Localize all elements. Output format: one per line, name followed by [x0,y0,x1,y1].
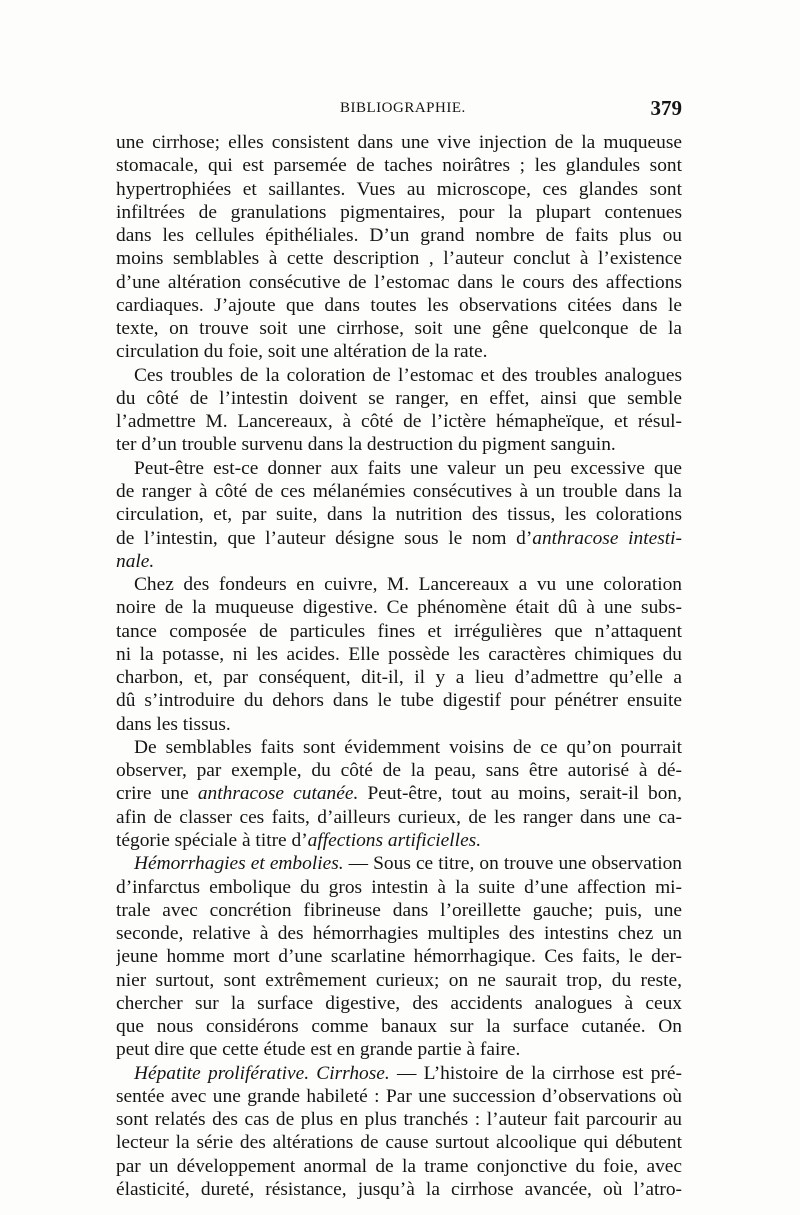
text-run: Ces troubles de la coloration de l’estomac et des troubles analogues [134,364,682,386]
text-run: dû s’introduire du dehors dans le tube digestif pour pénétrer ensuite [116,690,682,712]
text-line [116,620,682,643]
text-run: lecteur la série des altérations de cause surtout alcoolique qui débutent [116,1132,682,1154]
text-line [116,713,682,736]
text-line [116,1131,682,1154]
text-run: chercher sur la surface digestive, des accidents analogues à ceux [116,992,682,1014]
text-run: l’admettre M. Lancereaux, à côté de l’ictère hémapheïque, et résul- [116,411,682,433]
running-title: BIBLIOGRAPHIE. [340,100,466,116]
text-line [116,178,682,201]
text-line [116,689,682,712]
page-header [116,96,682,124]
text-run: charbon, et, par conséquent, dit-il, il y a lieu d’admettre qu’elle a [116,667,682,689]
text-line [116,782,682,805]
text-run: De semblables faits sont évidemment voisins de ce qu’on pourrait [134,736,682,758]
text-run: dans les cellules épithéliales. D’un grand nombre de faits plus ou [116,225,682,247]
text-run: par un développement anormal de la trame conjonctive du foie, avec [116,1155,682,1177]
text-line [116,480,682,503]
text-line [116,247,682,270]
text-line [116,224,682,247]
text-line [116,271,682,294]
text-run: dans les tissus. [116,713,231,735]
text-run: observer, par exemple, du côté de la peau, sans être autorisé à dé- [116,760,682,782]
text-run: d’une altération consécutive de l’estomac dans le cours des affections [116,271,682,293]
text-line [116,154,682,177]
text-run: de ranger à côté de ces mélanémies consécutives à un trouble dans la [116,480,682,502]
text-run: une cirrhose; elles consistent dans une vive injection de la muqueuse [116,132,682,153]
text-line [116,317,682,340]
text-line [116,922,682,945]
text-run: circulation, et, par suite, dans la nutrition des tissus, les colorations [116,504,682,526]
text-line [116,527,682,550]
text-run: peut dire que cette étude est en grande partie à faire. [116,1039,521,1061]
text-run: texte, on trouve soit une cirrhose, soit une gêne quelconque de la [116,318,682,340]
text-run: infiltrées de granulations pigmentaires, pour la plupart contenues [116,201,682,223]
italic-text: Hépatite proliférative. Cirrhose. [134,1062,390,1084]
text-line [116,829,682,852]
body-text [116,131,682,1201]
text-run: élasticité, dureté, résistance, jusqu’à la cirrhose avancée, où l’atro- [116,1178,682,1200]
text-line [116,364,682,387]
page-number: 379 [650,96,682,120]
text-line [116,1062,682,1085]
text-run: trale avec concrétion fibrineuse dans l’oreillette gauche; puis, une [116,899,682,921]
text-run: hypertrophiées et saillantes. Vues au microscope, ces glandes sont [116,178,682,200]
text-run: du côté de l’intestin doivent se ranger, en effet, ainsi que semble [116,387,682,409]
text-line [116,131,682,154]
text-run: Peut-être est-ce donner aux faits une valeur un peu excessive que [134,457,682,479]
text-line [116,899,682,922]
text-line [116,736,682,759]
text-run: d’infarctus embolique du gros intestin à la suite d’une affection mi- [116,876,682,898]
text-line [116,666,682,689]
text-run: cardiaques. J’ajoute que dans toutes les observations citées dans le [116,294,682,316]
italic-text: Hémorrhagies et embolies. [134,853,344,875]
italic-text: affections artificielles. [307,829,482,851]
text-run: seconde, relative à des hémorrhagies multiples des intestins chez un [116,923,682,945]
text-line [116,410,682,433]
text-run: que nous considérons comme banaux sur la surface cutanée. On [116,1016,682,1038]
text-line [116,1038,682,1061]
text-line [116,457,682,480]
text-run: nier surtout, sont extrêmement curieux; on ne saurait trop, du reste, [116,969,682,991]
text-line [116,294,682,317]
text-line [116,1178,682,1201]
text-run: jeune homme mort d’une scarlatine hémorrhagique. Ces faits, le der- [116,946,682,968]
text-run: Peut-être, tout au moins, serait-il bon, [358,783,682,805]
text-line [116,387,682,410]
text-run: sentée avec une grande habileté : Par une succession d’observations où [116,1085,682,1107]
text-run: noire de la muqueuse digestive. Ce phénomène était dû à une subs- [116,597,682,619]
text-run: afin de classer ces faits, d’ailleurs curieux, de les ranger dans une ca- [116,806,682,828]
text-run: sont relatés des cas de plus en plus tranchés : l’auteur fait parcourir au [116,1109,682,1131]
text-run: circulation du foie, soit une altération de la rate. [116,341,488,363]
italic-text: nale. [116,550,155,572]
text-run: ter d’un trouble survenu dans la destruction du pigment sanguin. [116,434,616,456]
text-line [116,992,682,1015]
text-run: Chez des fondeurs en cuivre, M. Lancereaux a vu une coloration [134,574,682,596]
text-run: ni la potasse, ni les acides. Elle possède les caractères chimiques du [116,643,682,665]
text-line [116,201,682,224]
text-run: moins semblables à cette description , l’auteur conclut à l’existence [116,248,682,270]
text-line [116,969,682,992]
text-line [116,945,682,968]
text-line [116,1015,682,1038]
text-line [116,1108,682,1131]
text-run: tégorie spéciale à titre d’ [116,829,308,851]
text-line [116,550,682,573]
text-line [116,433,682,456]
text-run: stomacale, qui est parsemée de taches noirâtres ; les glandules sont [116,155,682,177]
text-line [116,596,682,619]
text-run: — L’histoire de la cirrhose est pré- [389,1062,682,1084]
text-line [116,340,682,363]
text-line [116,1085,682,1108]
text-line [116,876,682,899]
text-run: — Sous ce titre, on trouve une observation [343,853,682,875]
text-run: de l’intestin, que l’auteur désigne sous le nom d’ [116,527,533,549]
text-line [116,1155,682,1178]
text-line [116,759,682,782]
text-line [116,852,682,875]
text-line [116,503,682,526]
text-run: crire une [116,783,198,805]
text-line [116,643,682,666]
text-line [116,806,682,829]
text-line [116,573,682,596]
italic-text: anthracose cutanée. [197,783,359,805]
text-run: tance composée de particules fines et irrégulières que n’attaquent [116,620,682,642]
italic-text: anthracose intesti- [532,527,682,549]
